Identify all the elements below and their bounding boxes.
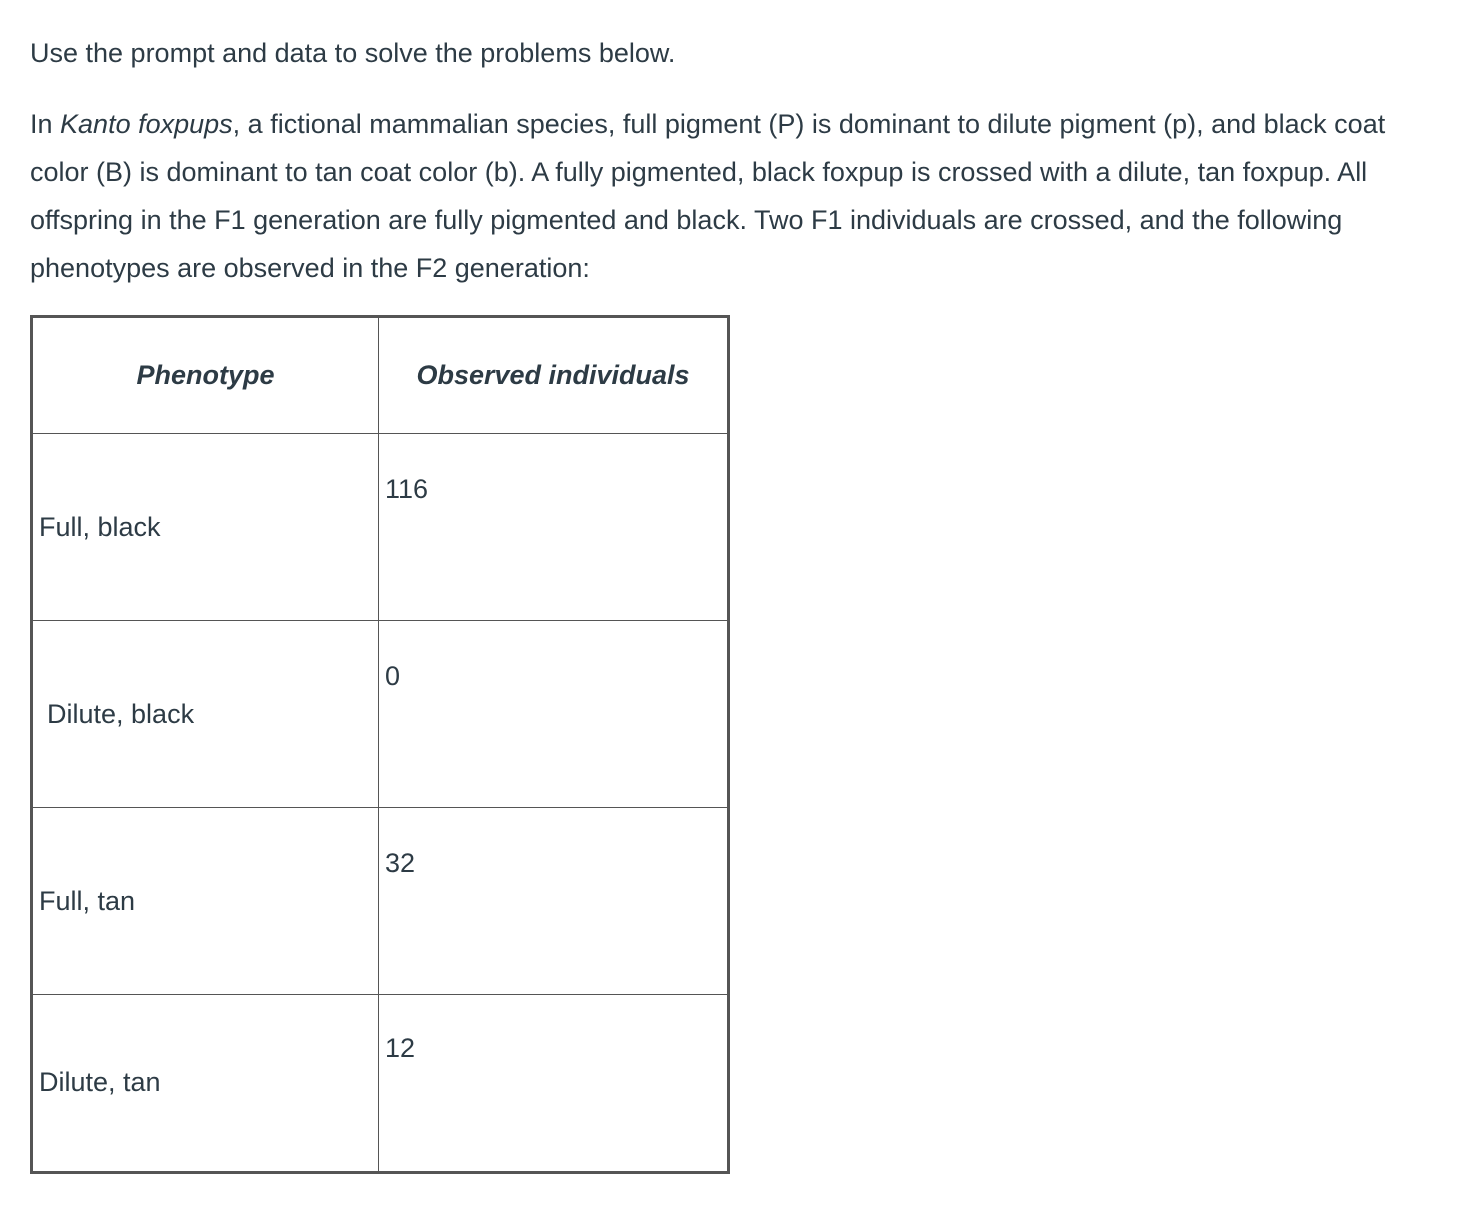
prompt-paragraph <box>30 100 1450 292</box>
table-row <box>32 621 729 808</box>
observed-cell <box>379 621 729 808</box>
observed-value: 12 <box>385 1033 416 1063</box>
observed-value: 32 <box>385 848 416 878</box>
phenotype-label: Dilute, black <box>47 699 195 729</box>
phenotype-table <box>30 315 730 1174</box>
phenotype-cell <box>32 995 379 1173</box>
phenotype-label: Full, tan <box>39 886 136 916</box>
table-row <box>32 808 729 995</box>
intro-text: Use the prompt and data to solve the problems below. <box>30 38 676 68</box>
phenotype-cell <box>32 808 379 995</box>
phenotype-cell <box>32 621 379 808</box>
header-observed-individuals: Observed individuals <box>379 317 729 434</box>
observed-value: 116 <box>385 474 429 504</box>
prompt-body: , a fictional mammalian species, full pigment (P) is dominant to dilute pigment (p), and black coat color (B) is dominant to tan coat color (b). A fully pigmented, black foxpup is crossed with a dilute, tan foxpup. All offspring in the F1 generation are fully pigmented and black. Two F1 individuals are crossed, and the following phenotypes are observed in the F2 generation: <box>30 109 1386 283</box>
table-row <box>32 434 729 621</box>
header-phenotype: Phenotype <box>32 317 379 434</box>
phenotype-label: Full, black <box>39 512 161 542</box>
phenotype-label: Dilute, tan <box>39 1067 161 1097</box>
phenotype-cell <box>32 434 379 621</box>
observed-cell <box>379 434 729 621</box>
table-header-row <box>32 317 729 434</box>
observed-cell <box>379 808 729 995</box>
species-name: Kanto foxpups <box>60 109 233 139</box>
observed-cell <box>379 995 729 1173</box>
prompt-lead: In <box>30 109 61 139</box>
table-row <box>32 995 729 1173</box>
observed-value: 0 <box>385 661 401 691</box>
